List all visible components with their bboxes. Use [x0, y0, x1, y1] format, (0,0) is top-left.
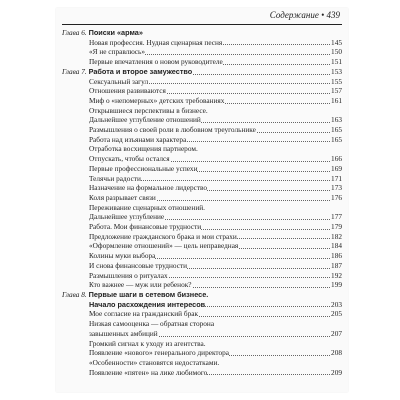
header-rule	[62, 24, 342, 25]
toc-entry	[62, 174, 342, 184]
page-number: 207	[331, 328, 342, 338]
entry-title: Появление «нового» генерального директора	[89, 348, 230, 358]
page-number: 205	[331, 309, 342, 319]
entry-title: «Особенности» становятся недостатками.	[89, 357, 220, 367]
page-number: 165	[331, 134, 342, 144]
entry-title: Первые профессиональные успехи	[89, 163, 198, 173]
page-number: 187	[331, 260, 342, 270]
entry-title: Начало расхождения интересов	[89, 299, 206, 309]
page-number: 203	[331, 299, 342, 309]
chapter-heading	[62, 28, 143, 37]
page-number: 157	[331, 86, 342, 96]
entry-title: «Оформление отношений» — цель неправедная	[89, 241, 239, 251]
page-number: 169	[331, 163, 342, 173]
toc-entry	[62, 144, 342, 154]
entry-title: Назначение на формальное лидерство	[89, 183, 208, 193]
toc-entry	[62, 232, 342, 242]
toc-entry	[62, 47, 342, 57]
toc-entry	[62, 212, 342, 222]
entry-title: Открывшиеся перспективы в бизнесе.	[89, 105, 208, 115]
page-number: 155	[331, 76, 342, 86]
toc-entry	[62, 309, 342, 319]
entry-title: Кто важнее — муж или ребенок?	[89, 280, 192, 290]
toc-entry	[62, 280, 342, 290]
entry-title: Появление «пятен» на лике любимого	[89, 367, 208, 377]
page-number: 150	[331, 47, 342, 57]
page-number: 186	[331, 251, 342, 261]
toc-entry	[62, 135, 342, 145]
chapter-label: Глава 8.	[62, 289, 87, 299]
chapter-title: Работа и второе замужество	[88, 66, 193, 76]
toc-chapter	[62, 28, 342, 38]
toc-entry	[62, 261, 342, 271]
toc-entry	[62, 115, 342, 125]
page-number: 166	[331, 154, 342, 164]
page-number: 145	[331, 37, 342, 47]
entry-title: Размышления о ритуалах	[89, 270, 168, 280]
toc-entry	[62, 193, 342, 203]
entry-title: Предложение гражданского брака и мои страхи	[89, 231, 237, 241]
toc-entry	[62, 251, 342, 261]
toc-entry	[62, 154, 342, 164]
toc-entry	[62, 368, 342, 378]
chapter-title: Поиски «арма»	[88, 28, 143, 37]
toc-entry	[62, 241, 342, 251]
page-number: 165	[331, 125, 342, 135]
entry-title: Колины муки выбора	[89, 251, 156, 261]
running-head: Содержание • 439	[269, 10, 340, 20]
page-number: 173	[331, 183, 342, 193]
toc-entry	[62, 183, 342, 193]
page-number: 177	[331, 212, 342, 222]
entry-title: Дальнейшее углубление отношений	[89, 115, 201, 125]
entry-title: Отработка восхищения партнером.	[89, 144, 198, 154]
toc-entry	[62, 38, 342, 48]
page-number: 208	[331, 348, 342, 358]
toc-entry	[62, 164, 342, 174]
book-page	[56, 8, 348, 392]
entry-title: Низкая самооценка — обратная сторона	[89, 319, 215, 329]
toc-entry	[62, 319, 342, 329]
entry-title: Коля разрывает связи	[89, 192, 156, 202]
page-number: 184	[331, 241, 342, 251]
entry-title: Сексуальный загул	[89, 76, 149, 86]
entry-title: Переживание сценарных отношений.	[89, 202, 205, 212]
toc-entry	[62, 125, 342, 135]
entry-title: Новая профессия. Нудная сценарная песня	[89, 37, 223, 47]
entry-title: «Я не справлюсь»	[89, 47, 145, 57]
entry-title: Размышления о своей роли в любовном треугольнике	[89, 125, 256, 135]
page-number: 153	[331, 66, 342, 76]
entry-title: Отпускать, чтобы остался	[89, 154, 170, 164]
page-number: 163	[331, 115, 342, 125]
entry-title: Работа. Мои финансовые трудности	[89, 222, 202, 232]
table-of-contents	[62, 28, 342, 377]
toc-entry	[62, 57, 342, 67]
chapter-title: Первые шаги в сетевом бизнесе.	[88, 289, 209, 299]
toc-entry	[62, 222, 342, 232]
page-number: 176	[331, 192, 342, 202]
entry-title: Работа над изъянами характера	[89, 134, 187, 144]
chapter-label: Глава 6.	[62, 28, 87, 37]
toc-entry	[62, 339, 342, 349]
toc-chapter	[62, 67, 342, 77]
page-number: 199	[331, 280, 342, 290]
page-number: 151	[331, 57, 342, 67]
page-number: 171	[331, 173, 342, 183]
toc-entry	[62, 77, 342, 87]
page-number: 182	[331, 231, 342, 241]
chapter-heading	[62, 290, 208, 299]
toc-entry	[62, 86, 342, 96]
toc-entry	[62, 348, 342, 358]
page-number: 161	[331, 95, 342, 105]
entry-title: Мое согласие на гражданский брак	[89, 309, 199, 319]
entry-title: Дальнейшее углубление	[89, 212, 165, 222]
toc-chapter	[62, 290, 342, 300]
entry-title: И снова финансовые трудности	[89, 260, 188, 270]
toc-entry	[62, 300, 342, 310]
chapter-heading	[62, 67, 192, 76]
toc-entry	[62, 106, 342, 116]
chapter-label: Глава 7.	[62, 66, 87, 76]
entry-title: Миф о «непомерных» детских требованиях	[89, 95, 225, 105]
page-number: 192	[331, 270, 342, 280]
toc-entry	[62, 329, 342, 339]
entry-title: Громкий сигнал к уходу из агентства.	[89, 338, 206, 348]
page-number: 179	[331, 222, 342, 232]
toc-entry	[62, 271, 342, 281]
toc-entry	[62, 96, 342, 106]
entry-title: Телячьи радости	[89, 173, 141, 183]
page-number: 209	[331, 367, 342, 377]
toc-entry	[62, 203, 342, 213]
entry-title: Отношения развиваются	[89, 86, 166, 96]
entry-title: завышенных амбиций	[89, 328, 158, 338]
toc-entry	[62, 358, 342, 368]
entry-title: Первые впечатления о новом руководителе	[89, 57, 223, 67]
